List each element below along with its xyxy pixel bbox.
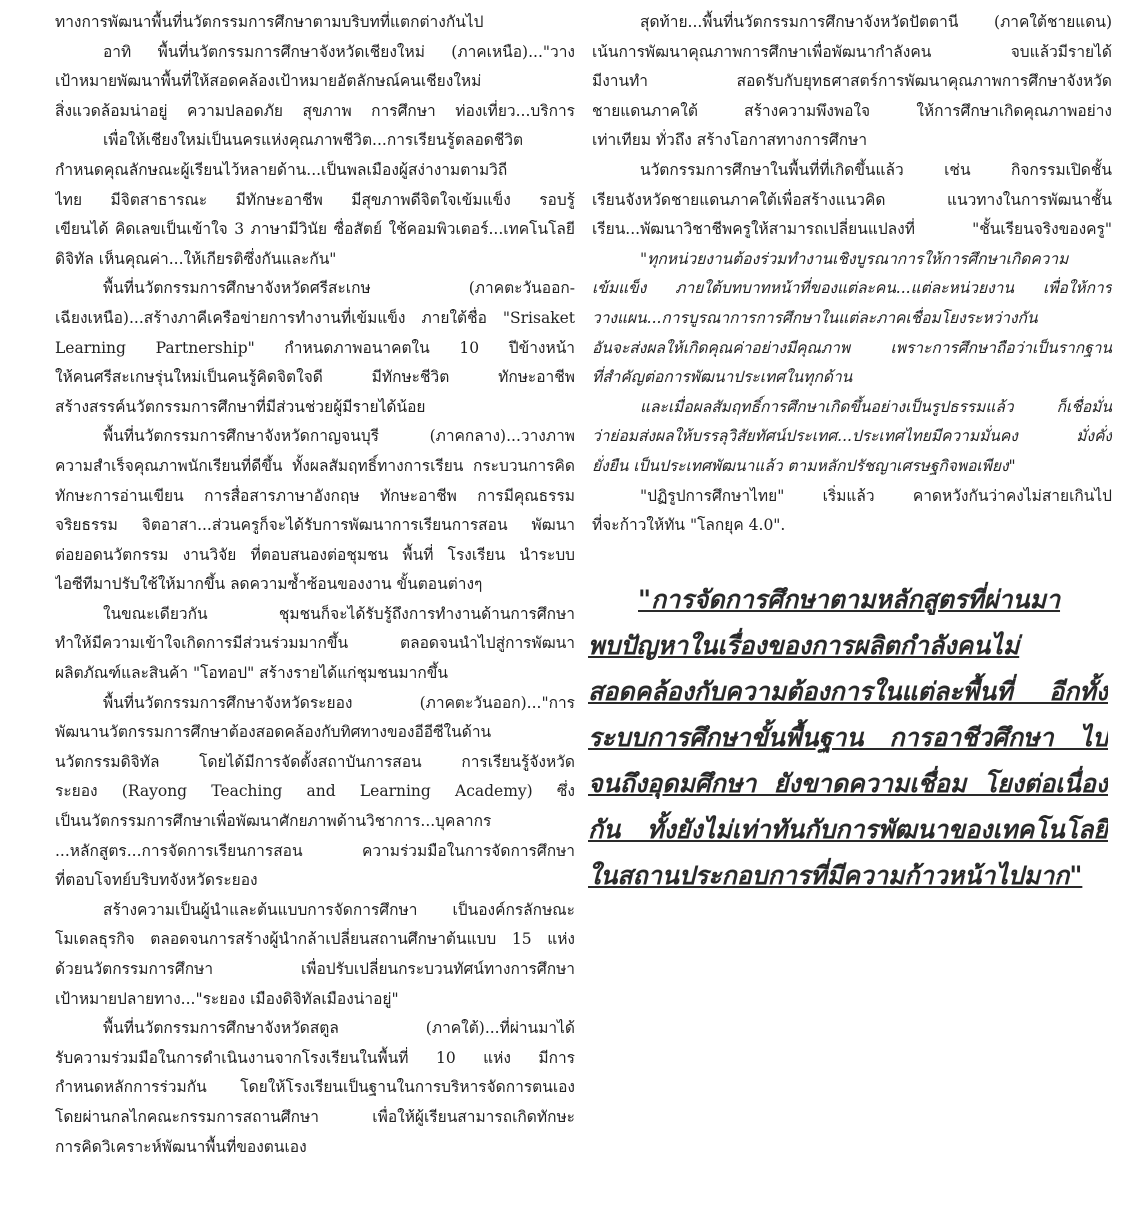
text-line: เรียน...พัฒนาวิชาชีพครูให้สามารถเปลี่ยนแปลงที่ "ชั้นเรียนจริงของครู"	[592, 220, 1112, 239]
text-line: ระยอง (Rayong Teaching and Learning Academy) ซึ่ง	[55, 782, 575, 801]
text-line: ด้วยนวัตกรรมการศึกษา เพื่อปรับเปลี่ยนกระบวนทัศน์ทางการศึกษา	[55, 960, 575, 978]
text-line: พื้นที่นวัตกรรมการศึกษาจังหวัดศรีสะเกษ (ภาคตะวันออก-	[103, 279, 575, 298]
text-line: "ปฏิรูปการศึกษาไทย" เริ่มแล้ว คาดหวังกันว่าคงไม่สายเกินไป	[640, 486, 1112, 505]
text-line: วางแผน...การบูรณาการการศึกษาในแต่ละภาคเชื่อมโยงระหว่างกัน	[592, 308, 1038, 327]
text-line: สุดท้าย...พื้นที่นวัตกรรมการศึกษาจังหวัดปัตตานี (ภาคใต้ชายแดน)	[640, 13, 1112, 31]
text-line: และเมื่อผลสัมฤทธิ์การศึกษาเกิดขึ้นอย่างเป็นรูปธรรมแล้ว ก็เชื่อมั่น	[640, 397, 1112, 416]
text-line: สร้างความเป็นผู้นำและต้นแบบการจัดการศึกษา เป็นองค์กรลักษณะ	[103, 900, 575, 919]
text-line: ผลิตภัณฑ์และสินค้า "โอทอป" สร้างรายได้แก่ชุมชนมากขึ้น	[55, 664, 448, 683]
text-line: ที่จะก้าวให้ทัน "โลกยุค 4.0".	[592, 516, 786, 535]
text-line: กำหนดคุณลักษณะผู้เรียนไว้หลายด้าน...เป็นพลเมืองผู้สง่างามตามวิถี	[55, 160, 508, 179]
pull-quote-line: สอดคล้องกับความต้องการในแต่ละพื้นที่ อีกทั้ง	[588, 677, 1108, 706]
text-line: ...หลักสูตร...การจัดการเรียนการสอน ความร่วมมือในการจัดการศึกษา	[55, 841, 575, 860]
text-line: ต่อยอดนวัตกรรม งานวิจัย ที่ตอบสนองต่อชุมชน พื้นที่ โรงเรียน นำระบบ	[55, 545, 575, 564]
text-line: เพื่อให้เชียงใหม่เป็นนครแห่งคุณภาพชีวิต...การเรียนรู้ตลอดชีวิต	[103, 131, 524, 150]
text-line: อาทิ พื้นที่นวัตกรรมการศึกษาจังหวัดเชียงใหม่ (ภาคเหนือ)..."วาง	[103, 42, 575, 61]
pull-quote-line: กัน ทั้งยังไม่เท่าทันกับการพัฒนาของเทคโนโลยี	[588, 815, 1108, 844]
text-line: ที่สำคัญต่อการพัฒนาประเทศในทุกด้าน	[592, 368, 853, 387]
text-line: Learning Partnership" กำหนดภาพอนาคตใน 10 ปีข้างหน้า	[55, 338, 575, 357]
text-line: "ทุกหน่วยงานต้องร่วมทำงานเชิงบูรณาการให้การศึกษาเกิดความ	[640, 249, 1069, 268]
text-line: นวัตกรรมดิจิทัล โดยได้มีการจัดตั้งสถาบันการสอน การเรียนรู้จังหวัด	[55, 752, 575, 771]
text-line: ให้คนศรีสะเกษรุ่นใหม่เป็นคนรู้คิดจิตใจดี มีทักษะชีวิต ทักษะอาชีพ	[55, 368, 575, 387]
text-line: พื้นที่นวัตกรรมการศึกษาจังหวัดกาญจนบุรี (ภาคกลาง)...วางภาพ	[103, 427, 575, 446]
pull-quote-line: "การจัดการศึกษาตามหลักสูตรที่ผ่านมา	[638, 585, 1061, 614]
text-line: สิ่งแวดล้อมน่าอยู่ ความปลอดภัย สุขภาพ การศึกษา ท่องเที่ยว...บริการ	[55, 101, 575, 120]
pull-quote-line: ระบบการศึกษาขั้นพื้นฐาน การอาชีวศึกษา ไป	[588, 723, 1108, 752]
text-line: พัฒนานวัตกรรมการศึกษาต้องสอดคล้องกับทิศทางของอีอีซีในด้าน	[55, 723, 492, 742]
text-line: นวัตกรรมการศึกษาในพื้นที่ที่เกิดขึ้นแล้ว เช่น กิจกรรมเปิดชั้น	[640, 160, 1112, 179]
text-line: โมเดลธุรกิจ ตลอดจนการสร้างผู้นำกล้าเปลี่ยนสถานศึกษาต้นแบบ 15 แห่ง	[55, 930, 575, 949]
left-column	[55, 8, 575, 1162]
text-line: เป็นนวัตกรรมการศึกษาเพื่อพัฒนาศักยภาพด้านวิชาการ...บุคลากร	[55, 812, 492, 831]
text-line: การคิดวิเคราะห์พัฒนาพื้นที่ของตนเอง	[55, 1137, 307, 1156]
text-line: จริยธรรม จิตอาสา...ส่วนครูก็จะได้รับการพัฒนาการเรียนการสอน พัฒนา	[55, 516, 575, 535]
text-line: เข้มแข็ง ภายใต้บทบาทหน้าที่ของแต่ละคน...แต่ละหน่วยงาน เพื่อให้การ	[592, 279, 1112, 298]
pull-quote-line: ในสถานประกอบการที่มีความก้าวหน้าไปมาก"	[588, 861, 1083, 890]
text-line: เป้าหมายพัฒนาพื้นที่ให้สอดคล้องเป้าหมายอัตลักษณ์คนเชียงใหม่	[55, 72, 482, 91]
text-line: ทักษะการอ่านเขียน การสื่อสารภาษาอังกฤษ ทักษะอาชีพ การมีคุณธรรม	[55, 486, 575, 505]
text-line: เน้นการพัฒนาคุณภาพการศึกษาเพื่อพัฒนากำลังคน จบแล้วมีรายได้	[592, 42, 1112, 61]
text-line: เท่าเทียม ทั่วถึง สร้างโอกาสทางการศึกษา	[592, 131, 868, 150]
text-line: เขียนได้ คิดเลขเป็นเข้าใจ 3 ภาษามีวินัย ซื่อสัตย์ ใช้คอมพิวเตอร์...เทคโนโลยี	[55, 220, 575, 239]
text-line: สร้างสรรค์นวัตกรรมการศึกษาที่มีส่วนช่วยผู้มีรายได้น้อย	[55, 397, 426, 416]
text-line: ดิจิทัล เห็นคุณค่า...ให้เกียรติซึ่งกันและกัน"	[55, 249, 337, 268]
text-line: ทำให้มีความเข้าใจเกิดการมีส่วนร่วมมากขึ้น ตลอดจนนำไปสู่การพัฒนา	[55, 634, 575, 653]
text-line: โดยผ่านกลไกคณะกรรมการสถานศึกษา เพื่อให้ผู้เรียนสามารถเกิดทักษะ	[55, 1107, 575, 1126]
text-line: พื้นที่นวัตกรรมการศึกษาจังหวัดระยอง (ภาคตะวันออก)..."การ	[103, 693, 575, 712]
pull-quote	[588, 577, 1108, 899]
text-line: ว่าย่อมส่งผลให้บรรลุวิสัยทัศน์ประเทศ...ประเทศไทยมีความมั่นคง มั่งคั่ง	[592, 427, 1112, 446]
text-line: ในขณะเดียวกัน ชุมชนก็จะได้รับรู้ถึงการทำงานด้านการศึกษา	[103, 604, 575, 623]
text-line: เป้าหมายปลายทาง..."ระยอง เมืองดิจิทัลเมืองน่าอยู่"	[55, 989, 399, 1008]
text-line: เรียนจังหวัดชายแดนภาคใต้เพื่อสร้างแนวคิด แนวทางในการพัฒนาชั้น	[592, 190, 1112, 209]
text-line: มีงานทำ สอดรับกับยุทธศาสตร์การพัฒนาคุณภาพการศึกษาจังหวัด	[592, 72, 1112, 91]
pull-quote-line: พบปัญหาในเรื่องของการผลิตกำลังคนไม่	[588, 631, 1020, 660]
text-line: ไทย มีจิตสาธารณะ มีทักษะอาชีพ มีสุขภาพดีจิตใจเข้มแข็ง รอบรู้	[55, 190, 575, 209]
text-line: ที่ตอบโจทย์บริบทจังหวัดระยอง	[55, 871, 258, 890]
text-line: เฉียงเหนือ)...สร้างภาคีเครือข่ายการทำงานที่เข้มแข็ง ภายใต้ชื่อ "Srisaket	[55, 308, 575, 327]
text-line: รับความร่วมมือในการดำเนินงานจากโรงเรียนในพื้นที่ 10 แห่ง มีการ	[55, 1048, 575, 1067]
text-line: กำหนดหลักการร่วมกัน โดยให้โรงเรียนเป็นฐานในการบริหารจัดการตนเอง	[55, 1078, 575, 1097]
text-line: ชายแดนภาคใต้ สร้างความพึงพอใจ ให้การศึกษาเกิดคุณภาพอย่าง	[592, 101, 1112, 120]
text-line: ทางการพัฒนาพื้นที่นวัตกรรมการศึกษาตามบริบทที่แตกต่างกันไป	[55, 13, 484, 31]
text-line: ยั่งยืน เป็นประเทศพัฒนาแล้ว ตามหลักปรัชญาเศรษฐกิจพอเพียง"	[592, 456, 1016, 475]
text-line: ไอซีทีมาปรับใช้ให้มากขึ้น ลดความซ้ำซ้อนของงาน ขั้นตอนต่างๆ	[55, 575, 483, 594]
text-line: พื้นที่นวัตกรรมการศึกษาจังหวัดสตูล (ภาคใต้)...ที่ผ่านมาได้	[103, 1019, 575, 1038]
text-line: ความสำเร็จคุณภาพนักเรียนที่ดีขึ้น ทั้งผลสัมฤทธิ์ทางการเรียน กระบวนการคิด	[55, 456, 575, 475]
text-line: อันจะส่งผลให้เกิดคุณค่าอย่างมีคุณภาพ เพราะการศึกษาถือว่าเป็นรากฐาน	[592, 338, 1112, 357]
right-column	[592, 8, 1112, 541]
pull-quote-line: จนถึงอุดมศึกษา ยังขาดความเชื่อม โยงต่อเนื่อง	[588, 769, 1108, 798]
